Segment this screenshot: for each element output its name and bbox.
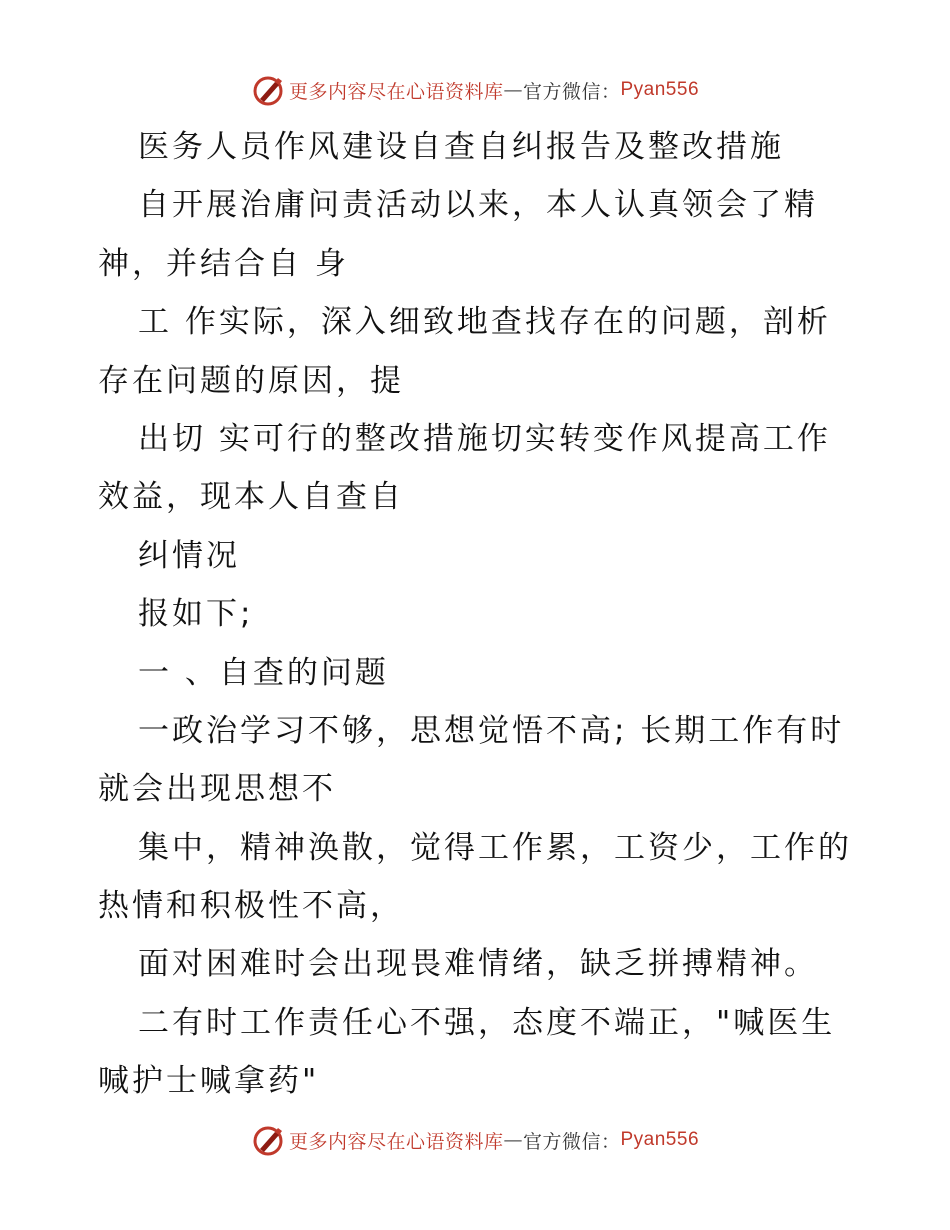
footer-watermark-banner [0, 1120, 950, 1160]
document-line: 一 、自查的问题 [138, 654, 389, 691]
banner-separator: — [503, 1129, 523, 1151]
document-line: 神，并结合自 身 [98, 245, 349, 282]
banner-wechat-handle: Pyan556 [620, 1129, 700, 1150]
document-line: 效益，现本人自查自 [98, 479, 404, 516]
banner-promo-text: 更多内容尽在心语资料库 [288, 80, 504, 103]
banner-wechat-handle: Pyan556 [620, 79, 700, 100]
document-line: 面对困难时会出现畏难情绪，缺乏拼搏精神。 [138, 946, 818, 983]
document-line: 存在问题的原因，提 [98, 362, 404, 399]
banner-wechat-label: 官方微信： [522, 80, 621, 103]
document-line: 一政治学习不够，思想觉悟不高; 长期工作有时 [138, 712, 845, 749]
document-line: 工 作实际，深入细致地查找存在的问题，剖析 [138, 304, 831, 341]
document-line: 集中，精神涣散，觉得工作累，工资少，工作的 [138, 829, 852, 866]
document-line: 纠情况 [138, 537, 240, 574]
document-line: 就会出现思想不 [98, 771, 336, 808]
banner-separator: — [503, 79, 523, 101]
document-line: 报如下; [138, 596, 254, 633]
document-line: 喊护士喊拿药" [98, 1063, 320, 1100]
document-line: 二有时工作责任心不强，态度不端正，"喊医生 [138, 1004, 836, 1041]
pen-logo-icon [251, 73, 285, 107]
document-line: 医务人员作风建设自查自纠报告及整改措施 [138, 129, 784, 165]
document-body [98, 118, 858, 1111]
header-watermark-banner [0, 70, 950, 110]
document-line: 自开展治庸问责活动以来，本人认真领会了精 [138, 187, 818, 224]
document-line: 热情和积极性不高， [98, 888, 404, 925]
pen-logo-icon [251, 1123, 285, 1157]
document-line: 出切 实可行的整改措施切实转变作风提高工作 [138, 420, 831, 457]
banner-promo-text: 更多内容尽在心语资料库 [288, 1130, 504, 1153]
banner-wechat-label: 官方微信： [522, 1130, 621, 1153]
